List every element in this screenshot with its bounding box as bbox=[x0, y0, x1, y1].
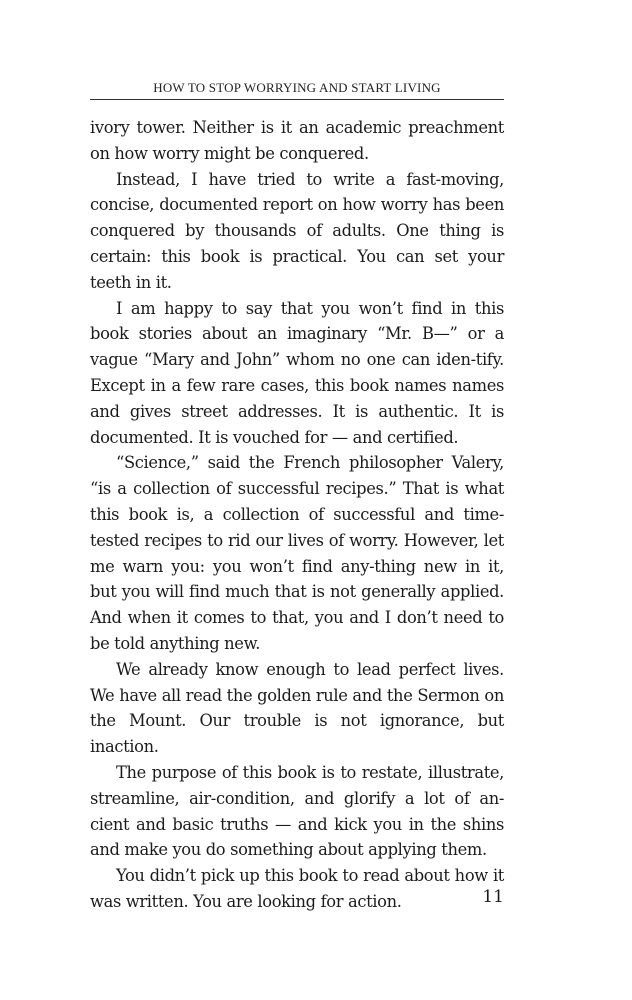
paragraph-1: ivory tower. Neither is it an academic preachment on how worry might be conquered. bbox=[90, 118, 504, 163]
paragraph-7: You didn’t pick up this book to read about how it was written. You are looking for action. bbox=[90, 866, 504, 911]
body-text bbox=[90, 115, 504, 915]
page-number: 11 bbox=[482, 887, 504, 907]
paragraph-4: “Science,” said the French philosopher Valery, “is a collection of successful recipes.” That is what this book is, a collection of successful and time-tested recipes to rid our lives of worry. However, let me warn you: you won’t find any-thing new in it, but you will find much that is not generally applied. And when it comes to that, you and I don’t need to be told anything new. bbox=[90, 453, 504, 653]
header-rule bbox=[90, 99, 504, 100]
running-head: HOW TO STOP WORRYING AND START LIVING bbox=[153, 80, 441, 95]
paragraph-5: We already know enough to lead perfect lives. We have all read the golden rule and the Sermon on the Mount. Our trouble is not ignorance, but inaction. bbox=[90, 659, 504, 757]
paragraph-3: I am happy to say that you won’t find in this book stories about an imaginary “Mr. B—” or a vague “Mary and John” whom no one can iden-tify. Except in a few rare cases, this book names names and gives street addresses. It is authentic. It is documented. It is vouched for — and certified. bbox=[90, 298, 504, 447]
paragraph-2: Instead, I have tried to write a fast-moving, concise, documented report on how worry has been conquered by thousands of adults. One thing is certain: this book is practical. You can set your teeth in it. bbox=[90, 169, 504, 292]
paragraph-6: The purpose of this book is to restate, illustrate, streamline, air-condition, and glorify a lot of an-cient and basic truths — and kick you in the shins and make you do something about applying them. bbox=[90, 762, 504, 860]
